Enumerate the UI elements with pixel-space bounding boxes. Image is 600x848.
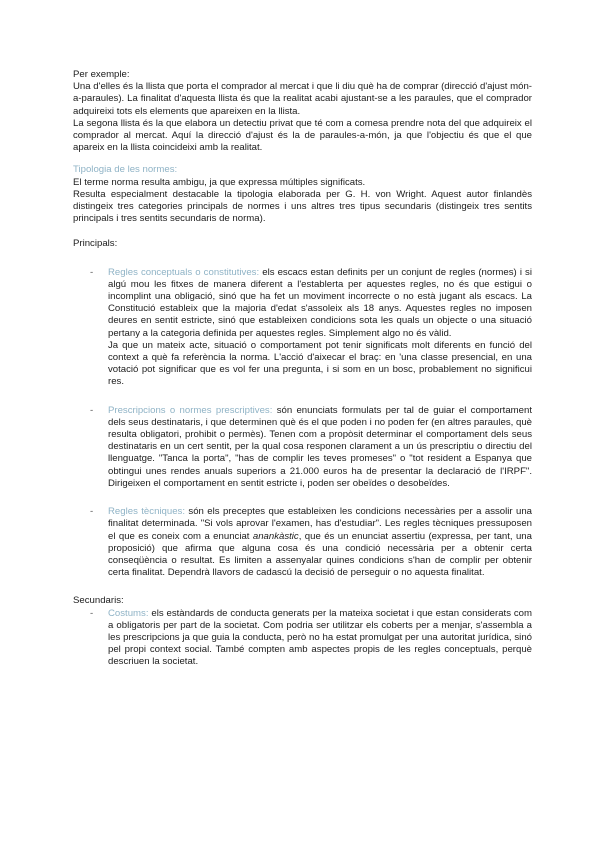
intro-label: Per exemple: [73,69,130,80]
tipologia-paragraph-2-start: Resulta especialment destacable la tipologia elaborada per G. H. von Wright [73,188,424,200]
secondary-item-costums [73,608,532,669]
item-term: Regles conceptuals o constitutives: [108,266,260,278]
item-text-end: , que és un enunciat assertiu (expressa, per tant, una proposició) que afirma que alguna cosa és una condició necessària per a obtenir certa conseqüència o resultat. Es limiten a assenyalar quines condicions s'han de complir per obtenir certa finalitat. Dependrà llavors de cadascú la decisió de perseguir o no aquesta finalitat. [108,530,532,579]
principals-label: Principals: [73,238,118,250]
item-text-emphasis: anankàstic [252,530,299,542]
tipologia-paragraph-1: El terme norma resulta ambigu, ja que expressa múltiples significats. [73,176,366,188]
item-term: Costums: [108,607,149,619]
principal-item-prescripcions [73,405,532,490]
bullet-dash: - [90,404,94,416]
principal-item-regles-conceptuals [73,267,532,389]
tipologia-paragraph-2-end: . Aquest autor finlandès distingeix tres categories principals de normes i uns altres tres tipus secundaris (distingeix tres sentits principals i tres sentits secundaris de norma). [73,188,532,225]
secundaris-label: Secundaris: [73,595,124,607]
bullet-dash: - [90,506,94,518]
item-text: són enunciats formulats per tal de guiar el comportament dels seus destinataris, i que determinen què és el que poden i no poden fer (en altres paraules, què resulta obligatori, prohibit o permès). Tenen com a propòsit determinar el comportament dels seus destinataris en un cert sentit, per la qual cosa responen clarament a un ús prescriptiu o directiu del llenguatge. "Tanca la porta", "has de complir les teves promeses" o "tot resident a Espanya que obtingui unes rendes anuals superiors a 21.000 euros ha de presentar la declaració de l'IRPF". Dirigeixen el comportament en sentit estricte i, poden ser obeïdes o desobeïdes. [108,404,532,489]
item-text: els estàndards de conducta generats per la mateixa societat i que estan considerats com a obligatoris per part de la societat. Com podria ser utilitzar els coberts per a menjar, s'assembla a les prescripcions ja que guia la conducta, però no ha estat promulgat per una autoritat jurídica, sinó pel propi context social. També compten amb aspectes propis de les regles conceptuals, perquè descriuen la societat. [108,607,532,668]
bullet-dash: - [90,266,94,278]
item-term: Regles tècniques: [108,506,186,518]
item-text: els escacs estan definits per un conjunt de regles (normes) i si algú mou les fitxes de manera diferent a l'establerta per aquestes regles, no és que estigui o incomplint una obligació, sinó que ha fet un moviment incorrecte o no està jugant als escacs. La Constitució estableix que la majoria d'edat s'assoleix als 18 anys. Aquestes regles no imposen deures en sentit estricte, sinó que estableixen condicions sota les quals un objecte o una situació pertany a la categoria definida per aquestes regles. Simplement algo no és vàlid. [108,266,532,339]
tipologia-paragraph-2 [73,189,532,226]
principal-item-regles-tecniques [73,506,532,579]
item-paragraph [108,267,532,340]
item-paragraph-2: Ja que un mateix acte, situació o comportament pot tenir significats molt diferents en funció del context a què fa referència la norma. L'acció d'aixecar el braç: en 'una classe presencial, en una votació pot significar que es vol fer una pregunta, i si som en un bosc, probablement no significui res. [108,339,532,388]
item-paragraph [108,405,532,490]
intro-paragraph-1: Una d'elles és la llista que porta el comprador al mercat i que li diu què ha de comprar (direcció d'ajust món-a-paraules). La finalitat d'aquesta llista és que la realitat acabi ajustant-se a les paraules, que el comprador adquireixi tots els elements que apareixen en la llista. [73,81,532,117]
section-heading-tipologia: Tipologia de les normes: [73,164,178,176]
document-body [73,69,532,669]
item-paragraph [108,608,532,669]
item-text-start: són els preceptes que estableixen les condicions necessàries per a assolir una finalitat determinada. "Si vols aprovar l'examen, has d'estudiar". Les regles tècniques pressuposen el que es coneix com a enunciat [108,506,532,542]
item-term: Prescripcions o normes prescriptives: [108,404,273,416]
intro-paragraph-2: La segona llista és la que elabora un detectiu privat que té com a comesa prendre nota del que adquireix el comprador al mercat. Aquí la direcció d'ajust és la de paraules-a-món, ja que l'objectiu és que el que apareix en la llista coincideixi amb la realitat. [73,117,532,154]
bullet-dash: - [90,607,94,619]
item-paragraph [108,506,532,579]
